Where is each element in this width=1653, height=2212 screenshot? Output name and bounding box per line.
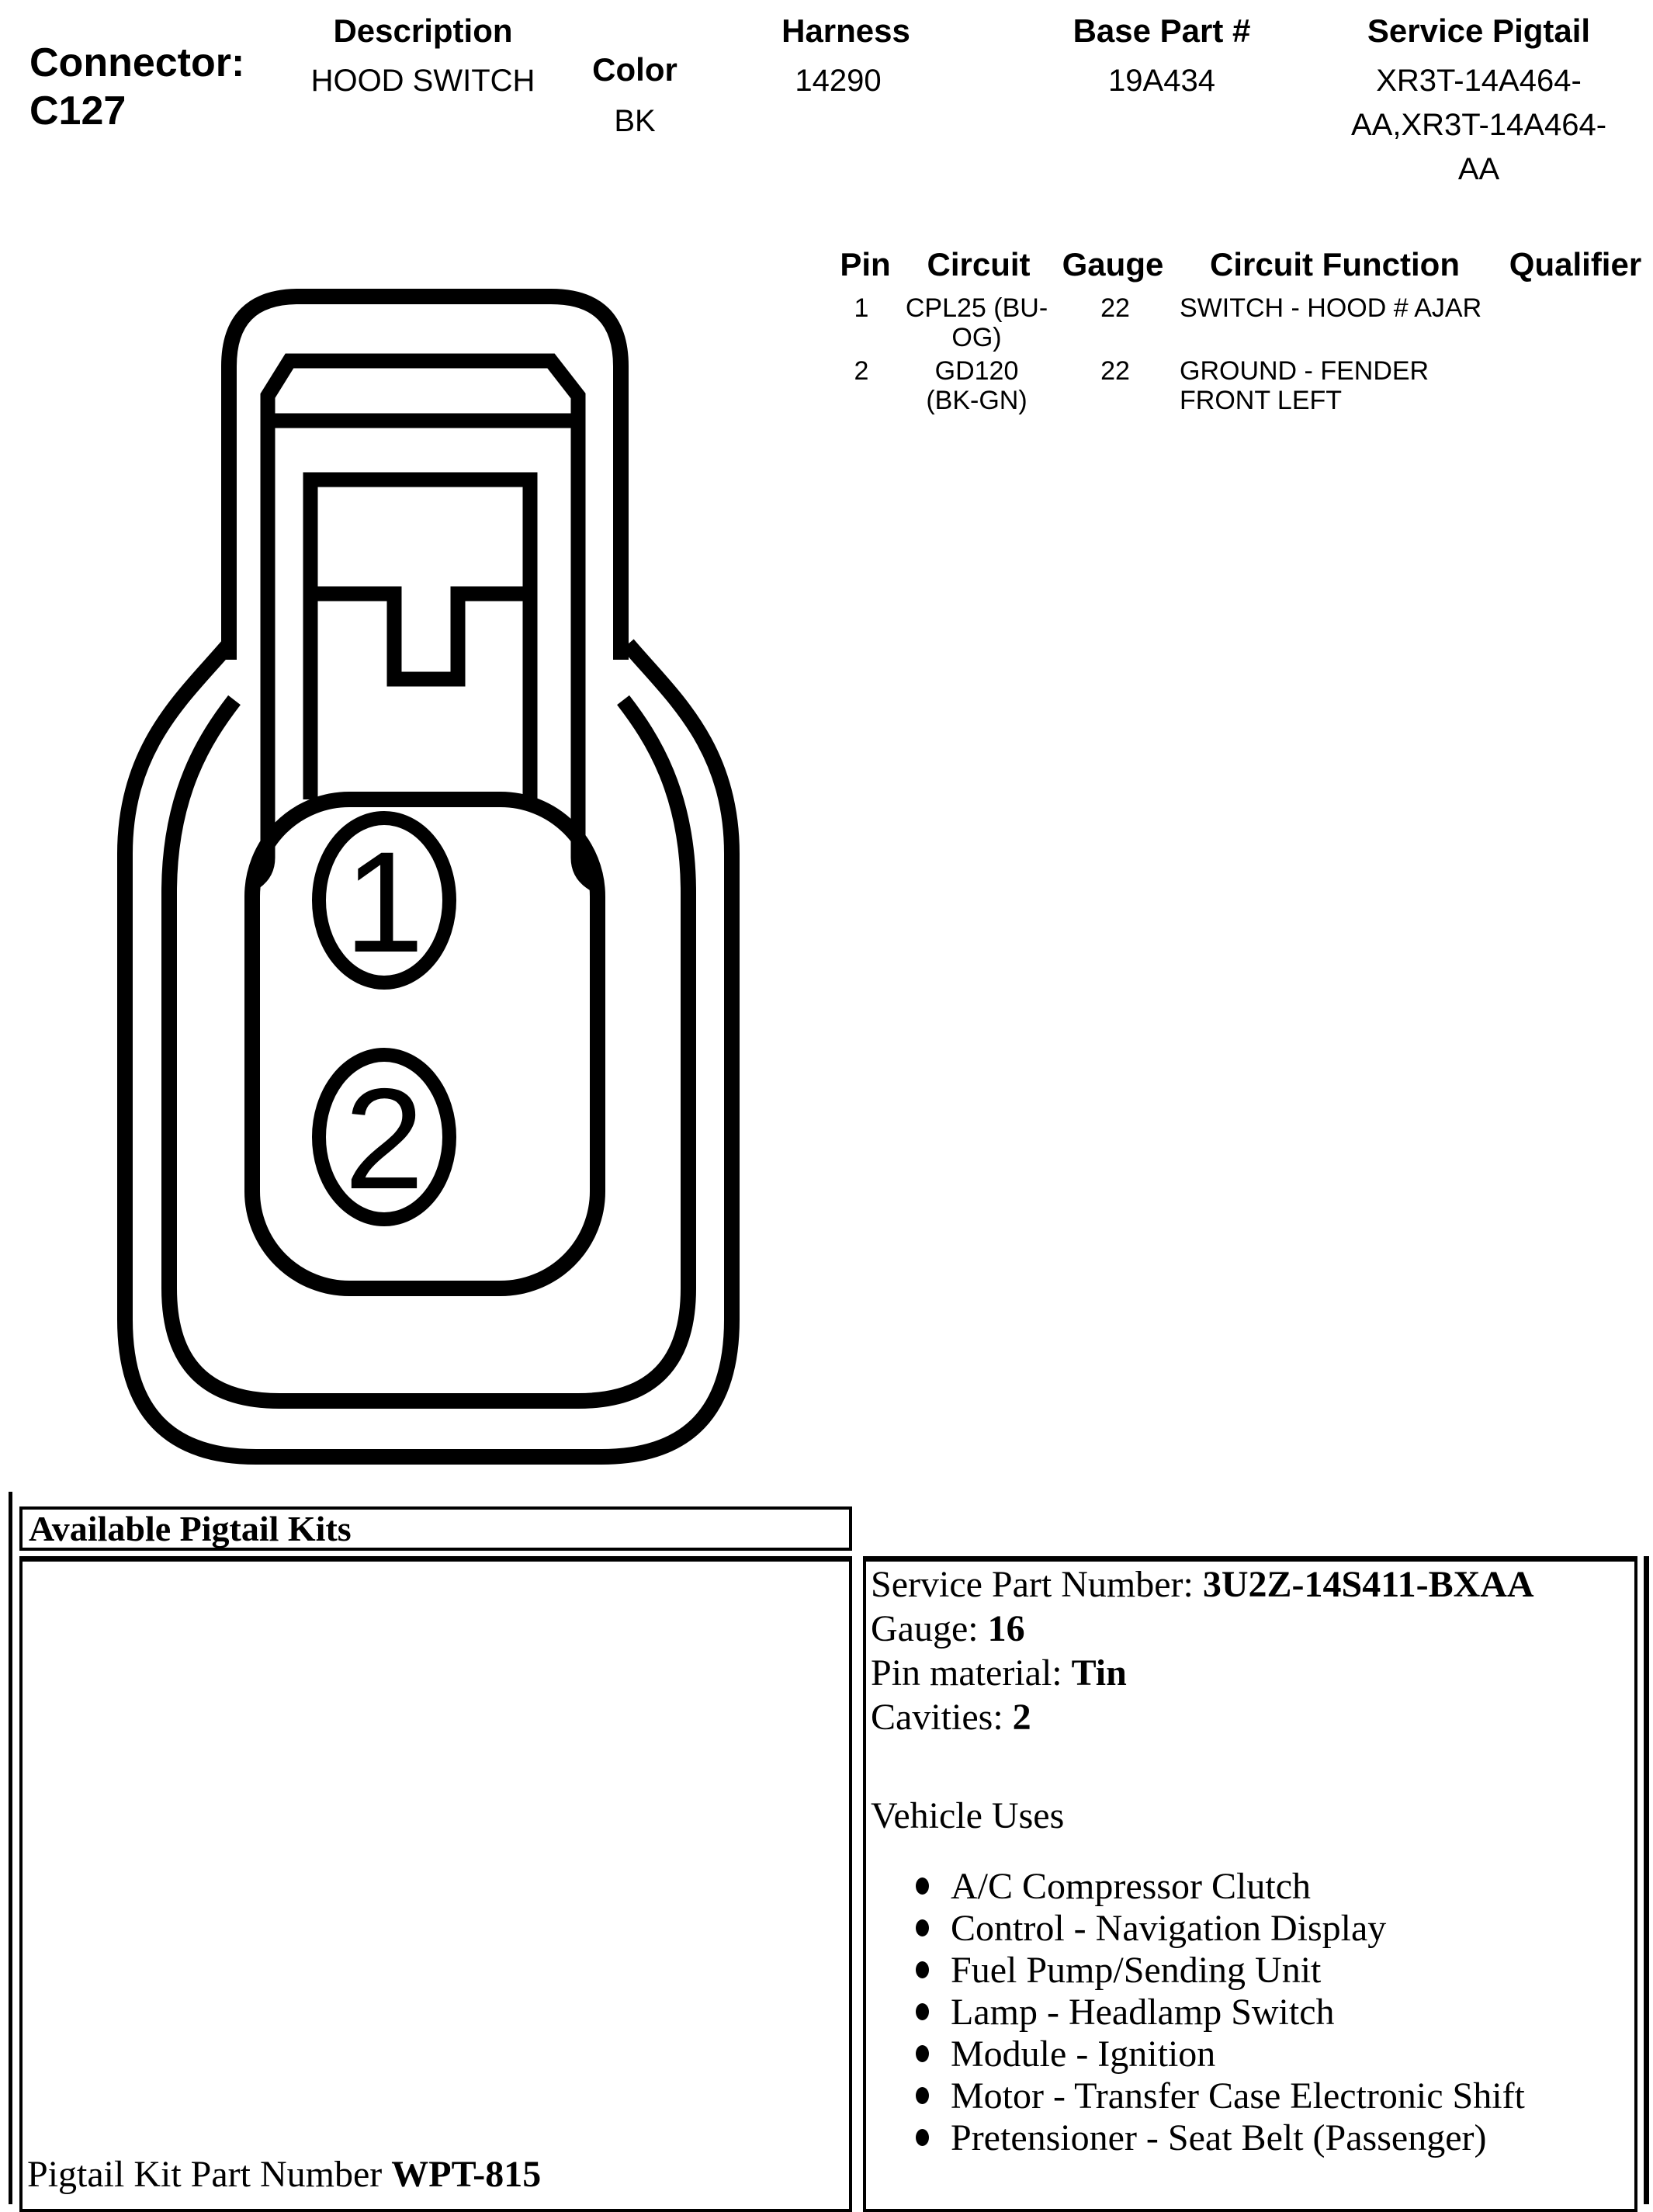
function-cell: SWITCH - HOOD # AJAR xyxy=(1180,293,1482,323)
list-item xyxy=(871,1908,1624,1950)
latch-tab-outline xyxy=(310,480,530,799)
header-col-color-label: Color xyxy=(592,51,677,88)
vehicle-uses-title: Vehicle Uses xyxy=(871,1795,1065,1836)
function-cell: GROUND - FENDER FRONT LEFT xyxy=(1180,356,1429,415)
detail-label: Service Part Number: xyxy=(871,1564,1194,1605)
list-item-text: Lamp - Headlamp Switch xyxy=(951,1992,1335,2033)
header-col-pigtail-value: XR3T-14A464-AA,XR3T-14A464-AA xyxy=(1350,64,1607,186)
detail-line xyxy=(871,1607,1624,1651)
gauge-cell: 22 xyxy=(1100,356,1130,386)
service-part-details xyxy=(871,1562,1624,2159)
bullet-icon xyxy=(916,1877,929,1895)
pin-table-header-function: Circuit Function xyxy=(1210,246,1460,283)
detail-value: 2 xyxy=(1012,1697,1031,1738)
pin-cell: 2 xyxy=(854,356,869,386)
pigtail-kit-part-number-line xyxy=(27,2153,541,2196)
connector-id: C127 xyxy=(29,88,126,133)
cavity-2-label: 2 xyxy=(344,1059,425,1219)
header-col-description-value: HOOD SWITCH xyxy=(310,64,535,98)
list-item-text: Motor - Transfer Case Electronic Shift xyxy=(951,2075,1525,2117)
pigtail-kit-part-number-label: Pigtail Kit Part Number xyxy=(27,2154,383,2195)
header-col-color-value: BK xyxy=(614,104,656,138)
bullet-icon xyxy=(916,2129,929,2146)
detail-label: Gauge: xyxy=(871,1608,979,1649)
list-item xyxy=(871,2117,1624,2159)
list-item xyxy=(871,1866,1624,1908)
header-col-harness-value: 14290 xyxy=(795,64,882,98)
outer-table-border-right xyxy=(1644,1556,1649,2204)
circuit-cell: CPL25 (BU-OG) xyxy=(905,293,1048,352)
pin-table-header-circuit: Circuit xyxy=(927,246,1031,283)
connector-title xyxy=(29,39,244,135)
detail-line xyxy=(871,1562,1624,1607)
list-item xyxy=(871,1950,1624,1992)
available-pigtail-kits-header-box xyxy=(19,1506,852,1551)
available-pigtail-kits-title: Available Pigtail Kits xyxy=(29,1509,352,1548)
detail-label: Pin material: xyxy=(871,1652,1062,1694)
detail-line xyxy=(871,1695,1624,1739)
pigtail-kit-part-number-value: WPT-815 xyxy=(391,2154,542,2195)
list-item-text: Pretensioner - Seat Belt (Passenger) xyxy=(951,2117,1487,2158)
list-item xyxy=(871,2075,1624,2117)
body-outer-outline xyxy=(125,644,732,1457)
detail-line xyxy=(871,1651,1624,1695)
connector-label: Connector: xyxy=(29,40,245,85)
detail-value: 3U2Z-14S411-BXAA xyxy=(1202,1564,1534,1605)
header-col-pigtail-label: Service Pigtail xyxy=(1367,12,1591,49)
list-item-text: Module - Ignition xyxy=(951,2033,1216,2075)
detail-value: Tin xyxy=(1071,1652,1127,1694)
list-item xyxy=(871,1992,1624,2033)
cavity-pill-outline xyxy=(252,799,598,1288)
header-col-harness-label: Harness xyxy=(781,12,910,49)
pin-table-header-gauge: Gauge xyxy=(1062,246,1164,283)
pigtail-kit-box xyxy=(19,1556,852,2212)
pin-table-header-qualifier: Qualifier xyxy=(1509,246,1642,283)
bullet-icon xyxy=(916,2087,929,2104)
detail-value: 16 xyxy=(987,1608,1025,1649)
bullet-icon xyxy=(916,1919,929,1936)
latch-tab-notch xyxy=(310,594,530,679)
circuit-cell: GD120 (BK-GN) xyxy=(926,356,1027,415)
pin-cell: 1 xyxy=(854,293,869,323)
gauge-cell: 22 xyxy=(1100,293,1130,323)
list-item xyxy=(871,2033,1624,2075)
bullet-icon xyxy=(916,2003,929,2020)
header-col-description-label: Description xyxy=(333,12,513,49)
list-item-text: A/C Compressor Clutch xyxy=(951,1866,1311,1907)
detail-label: Cavities: xyxy=(871,1697,1003,1738)
header-col-basepart-value: 19A434 xyxy=(1108,64,1215,98)
bullet-icon xyxy=(916,2045,929,2062)
vehicle-uses-list xyxy=(871,1866,1624,2159)
list-item-text: Fuel Pump/Sending Unit xyxy=(951,1950,1322,1991)
header-col-basepart-label: Base Part # xyxy=(1073,12,1251,49)
pin-table-header-pin: Pin xyxy=(840,246,891,283)
connector-face-diagram xyxy=(101,272,753,1467)
list-item-text: Control - Navigation Display xyxy=(951,1908,1387,1949)
bullet-icon xyxy=(916,1961,929,1978)
outer-table-border-left xyxy=(9,1492,12,2204)
cavity-1-label: 1 xyxy=(344,823,425,983)
